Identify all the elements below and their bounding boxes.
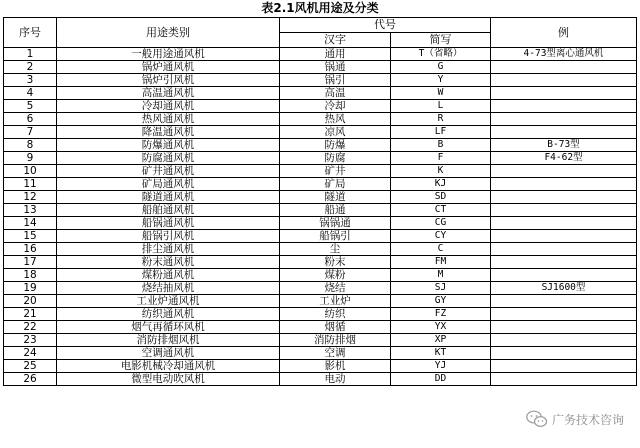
table-row [4, 334, 637, 347]
cell-no: 16 [4, 243, 57, 256]
cell-usage: 船舶通风机 [57, 204, 280, 217]
cell-usage: 高温通风机 [57, 87, 280, 100]
cell-example [491, 61, 637, 74]
cell-hanzi: 纺织 [280, 308, 391, 321]
table-row [4, 165, 637, 178]
cell-hanzi: 船锅引 [280, 230, 391, 243]
cell-example [491, 100, 637, 113]
header-code: 代号 [280, 18, 491, 33]
cell-no: 24 [4, 347, 57, 360]
cell-hanzi: 烧结 [280, 282, 391, 295]
cell-abbr: W [391, 87, 491, 100]
cell-usage: 降温通风机 [57, 126, 280, 139]
cell-abbr: LF [391, 126, 491, 139]
cell-usage: 空调通风机 [57, 347, 280, 360]
cell-example [491, 191, 637, 204]
cell-hanzi: 尘 [280, 243, 391, 256]
cell-usage: 矿局通风机 [57, 178, 280, 191]
cell-example: 4-73型离心通风机 [491, 48, 637, 61]
cell-abbr: R [391, 113, 491, 126]
table-row [4, 152, 637, 165]
header-hanzi: 汉字 [280, 33, 391, 48]
cell-example [491, 87, 637, 100]
cell-abbr: CY [391, 230, 491, 243]
cell-hanzi: 矿井 [280, 165, 391, 178]
cell-abbr: XP [391, 334, 491, 347]
cell-no: 2 [4, 61, 57, 74]
header-no: 序号 [4, 18, 57, 48]
cell-hanzi: 隧道 [280, 191, 391, 204]
cell-hanzi: 影机 [280, 360, 391, 373]
table-row [4, 217, 637, 230]
table-row [4, 269, 637, 282]
cell-usage: 排尘通风机 [57, 243, 280, 256]
cell-usage: 锅炉通风机 [57, 61, 280, 74]
cell-usage: 烟气再循环风机 [57, 321, 280, 334]
cell-usage: 热风通风机 [57, 113, 280, 126]
cell-no: 14 [4, 217, 57, 230]
cell-usage: 消防排烟风机 [57, 334, 280, 347]
cell-abbr: CT [391, 204, 491, 217]
table-row [4, 373, 637, 386]
header-usage: 用途类别 [57, 18, 280, 48]
cell-hanzi: 船通 [280, 204, 391, 217]
cell-no: 9 [4, 152, 57, 165]
cell-no: 18 [4, 269, 57, 282]
table-row [4, 243, 637, 256]
cell-hanzi: 锅引 [280, 74, 391, 87]
cell-example [491, 347, 637, 360]
cell-abbr: DD [391, 373, 491, 386]
cell-no: 26 [4, 373, 57, 386]
table-row [4, 87, 637, 100]
cell-hanzi: 工业炉 [280, 295, 391, 308]
cell-usage: 防腐通风机 [57, 152, 280, 165]
watermark [526, 410, 624, 428]
cell-usage: 工业炉通风机 [57, 295, 280, 308]
table-row [4, 61, 637, 74]
table-row [4, 139, 637, 152]
cell-no: 5 [4, 100, 57, 113]
cell-example [491, 373, 637, 386]
header-abbr: 简写 [391, 33, 491, 48]
cell-hanzi: 电动 [280, 373, 391, 386]
table-row [4, 113, 637, 126]
cell-abbr: CG [391, 217, 491, 230]
cell-usage: 冷却通风机 [57, 100, 280, 113]
table-row [4, 256, 637, 269]
fan-classification-table [3, 17, 637, 386]
cell-hanzi: 通用 [280, 48, 391, 61]
cell-example [491, 295, 637, 308]
cell-abbr: B [391, 139, 491, 152]
cell-example [491, 204, 637, 217]
cell-hanzi: 空调 [280, 347, 391, 360]
cell-no: 12 [4, 191, 57, 204]
cell-no: 4 [4, 87, 57, 100]
cell-abbr: Y [391, 74, 491, 87]
cell-example: F4-62型 [491, 152, 637, 165]
cell-no: 19 [4, 282, 57, 295]
cell-usage: 船锅通风机 [57, 217, 280, 230]
table-title: 表2.1风机用途及分类 [261, 1, 379, 15]
table-row [4, 321, 637, 334]
cell-hanzi: 冷却 [280, 100, 391, 113]
table-row [4, 360, 637, 373]
wechat-logo-icon [526, 410, 548, 428]
cell-usage: 纺织通风机 [57, 308, 280, 321]
cell-abbr: FZ [391, 308, 491, 321]
table-row [4, 74, 637, 87]
cell-usage: 船锅引风机 [57, 230, 280, 243]
cell-hanzi: 矿局 [280, 178, 391, 191]
cell-abbr: M [391, 269, 491, 282]
cell-hanzi: 防爆 [280, 139, 391, 152]
cell-hanzi: 消防排烟 [280, 334, 391, 347]
cell-hanzi: 煤粉 [280, 269, 391, 282]
table-row [4, 295, 637, 308]
cell-no: 20 [4, 295, 57, 308]
cell-example [491, 113, 637, 126]
cell-example [491, 126, 637, 139]
cell-example [491, 256, 637, 269]
cell-usage: 矿井通风机 [57, 165, 280, 178]
cell-example [491, 178, 637, 191]
cell-example [491, 165, 637, 178]
cell-abbr: GY [391, 295, 491, 308]
cell-abbr: C [391, 243, 491, 256]
cell-no: 3 [4, 74, 57, 87]
cell-hanzi: 热风 [280, 113, 391, 126]
cell-usage: 锅炉引风机 [57, 74, 280, 87]
cell-example [491, 243, 637, 256]
cell-abbr: F [391, 152, 491, 165]
cell-abbr: T（省略） [391, 48, 491, 61]
cell-usage: 微型电动吹风机 [57, 373, 280, 386]
table-row [4, 191, 637, 204]
cell-no: 25 [4, 360, 57, 373]
cell-abbr: FM [391, 256, 491, 269]
cell-usage: 电影机械冷却通风机 [57, 360, 280, 373]
table-row [4, 282, 637, 295]
table-row [4, 100, 637, 113]
cell-no: 11 [4, 178, 57, 191]
cell-example [491, 217, 637, 230]
table-row [4, 347, 637, 360]
table-row [4, 230, 637, 243]
cell-no: 1 [4, 48, 57, 61]
watermark-text: 广务技术咨询 [551, 412, 624, 427]
cell-hanzi: 粉末 [280, 256, 391, 269]
table-row [4, 126, 637, 139]
cell-no: 21 [4, 308, 57, 321]
table-row [4, 48, 637, 61]
cell-abbr: G [391, 61, 491, 74]
cell-abbr: YJ [391, 360, 491, 373]
cell-abbr: YX [391, 321, 491, 334]
cell-hanzi: 烟循 [280, 321, 391, 334]
cell-usage: 烧结抽风机 [57, 282, 280, 295]
cell-abbr: SJ [391, 282, 491, 295]
cell-example [491, 230, 637, 243]
cell-no: 7 [4, 126, 57, 139]
cell-no: 6 [4, 113, 57, 126]
cell-usage: 防爆通风机 [57, 139, 280, 152]
cell-usage: 煤粉通风机 [57, 269, 280, 282]
table-row [4, 204, 637, 217]
cell-example: B-73型 [491, 139, 637, 152]
cell-example [491, 334, 637, 347]
header-example: 例 [491, 18, 637, 48]
cell-hanzi: 锅通 [280, 61, 391, 74]
table-row [4, 178, 637, 191]
cell-abbr: KT [391, 347, 491, 360]
cell-hanzi: 锅锅通 [280, 217, 391, 230]
cell-example [491, 308, 637, 321]
cell-example [491, 74, 637, 87]
cell-usage: 一般用途通风机 [57, 48, 280, 61]
cell-no: 15 [4, 230, 57, 243]
table-row [4, 308, 637, 321]
cell-example [491, 360, 637, 373]
cell-no: 17 [4, 256, 57, 269]
cell-hanzi: 防腐 [280, 152, 391, 165]
cell-no: 8 [4, 139, 57, 152]
cell-example: SJ1600型 [491, 282, 637, 295]
cell-example [491, 321, 637, 334]
cell-no: 23 [4, 334, 57, 347]
cell-no: 10 [4, 165, 57, 178]
cell-usage: 粉末通风机 [57, 256, 280, 269]
cell-usage: 隧道通风机 [57, 191, 280, 204]
cell-abbr: SD [391, 191, 491, 204]
cell-example [491, 269, 637, 282]
cell-hanzi: 高温 [280, 87, 391, 100]
cell-no: 13 [4, 204, 57, 217]
cell-abbr: L [391, 100, 491, 113]
cell-abbr: K [391, 165, 491, 178]
cell-no: 22 [4, 321, 57, 334]
cell-abbr: KJ [391, 178, 491, 191]
cell-hanzi: 凉风 [280, 126, 391, 139]
